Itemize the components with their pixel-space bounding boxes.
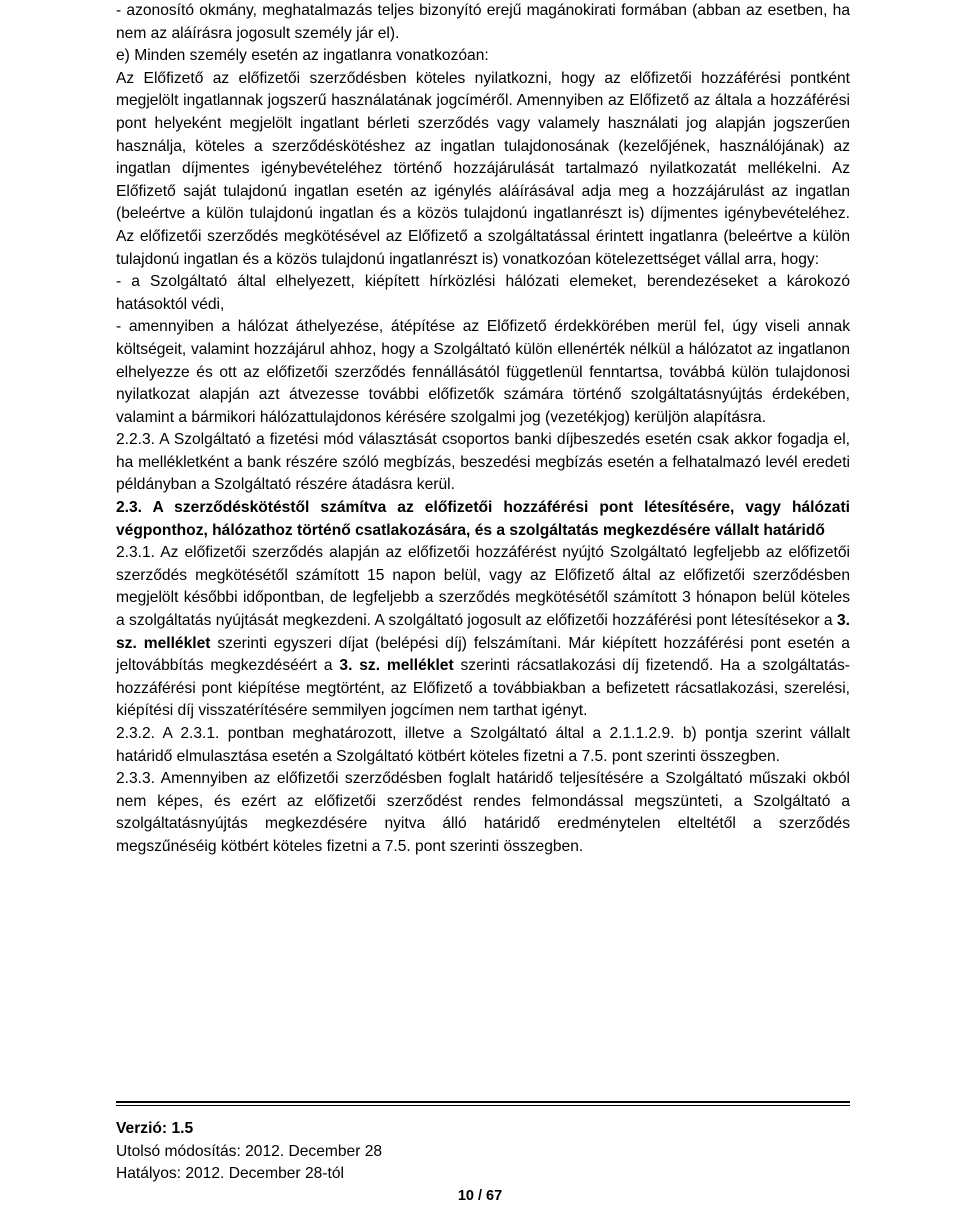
- paragraph-2-3-3: 2.3.3. Amennyiben az előfizetői szerződésben foglalt határidő teljesítésére a Szolgáltató műszaki okból nem képes, és ezért az előfizetői szerződést rendes felmondással megszünteti, a Szolgáltató a szolgáltatásnyújtás megkezdésére nyitva álló határidő eredménytelen elteltétől a szerződés megszűnéséig kötbért köteles fizetni a 7.5. pont szerinti összegben.: [116, 770, 850, 855]
- section-heading-2-3: 2.3. A szerződéskötéstől számítva az előfizetői hozzáférési pont létesítésére, vagy hálózati végponthoz, hálózathoz történő csatlakozására, és a szolgáltatás megkezdésére vállalt határidő: [116, 499, 850, 539]
- paragraph-obligation-relocation: - amennyiben a hálózat áthelyezése, átépítése az Előfizető érdekkörében merül fel, úgy viseli annak költségeit, valamint hozzájárul ahhoz, hogy a Szolgáltató külön ellenérték nélkül a hálózatot az ingatlanon elhelyezze és ott az előfizetői szerződés fennállásától függetlenül fenntartsa, továbbá külön tulajdonosi nyilatkozat alapján azt átvezesse további előfizetők számára történő szolgáltatásnyújtás érdekében, valamint a bármikori hálózattulajdonos kérésére szolgalmi jog (vezetékjog) kerüljön alapításra.: [116, 318, 850, 426]
- paragraph-2-3-1: [116, 542, 850, 723]
- footer-divider-thick: [116, 1101, 850, 1103]
- footer-last-modified: Utolsó módosítás: 2012. December 28: [116, 1142, 383, 1160]
- paragraph-2-2-3: 2.2.3. A Szolgáltató a fizetési mód választását csoportos banki díjbeszedés esetén csak akkor fogadja el, ha mellékletként a bank részére szóló megbízás, beszedési megbízás esetén a felhatalmazó levél eredeti példányban a Szolgáltató részére átadásra kerül.: [116, 431, 850, 494]
- footer-version: Verzió: 1.5: [116, 1120, 194, 1137]
- paragraph-2-3-2: 2.3.2. A 2.3.1. pontban meghatározott, illetve a Szolgáltató által a 2.1.1.2.9. b) pontja szerint vállalt határidő elmulasztása esetén a Szolgáltató kötbért köteles fizetni a 7.5. pont szerinti összegben.: [116, 725, 850, 765]
- paragraph-2-3-1-text-b: szerinti egyszeri díjat (belépési díj) felszámítani. Már kiépített hozzáférési pont esetén a jeltovábbítás megkezdéséért a: [116, 634, 850, 675]
- page-footer: [116, 1118, 382, 1186]
- annex-reference-1: 3. sz. melléklet: [116, 612, 850, 652]
- paragraph-obligation-protect: - a Szolgáltató által elhelyezett, kiépített hírközlési hálózati elemeket, berendezéseket a károkozó hatásoktól védi,: [116, 273, 850, 313]
- page-body: [116, 0, 850, 859]
- page-number: 10 / 67: [457, 1188, 503, 1204]
- paragraph-2-3-1-text-a: 2.3.1. Az előfizetői szerződés alapján az előfizetői hozzáférést nyújtó Szolgáltató legfeljebb az előfizetői szerződés megkötésétől számított 15 napon belül, vagy az Előfizető által az előfizetői szerződésben megjelölt későbbi időpontban, de legfeljebb a szerződés megkötésétől számított 3 hónapon belül köteles a szolgáltatás nyújtását megkezdeni. A szolgáltató jogosult az előfizetői hozzáférési pont létesítésekor a: [116, 544, 850, 630]
- annex-reference-2: 3. sz. melléklet: [339, 657, 454, 675]
- footer-divider-thin: [116, 1105, 850, 1106]
- paragraph-2-3-1-text-c: szerinti rácsatlakozási díj fizetendő. Ha a szolgáltatás-hozzáférési pont kiépítése megtörtént, az Előfizető a továbbiakban a befizetett rácsatlakozási, szerelési, kiépítési díj visszatérítésére semmilyen jogcímen nem tarthat igényt.: [116, 657, 850, 720]
- paragraph-property-declaration: Az Előfizető az előfizetői szerződésben köteles nyilatkozni, hogy az előfizetői hozzáférési pontként megjelölt ingatlannak jogszerű használatának jogcíméről. Amennyiben az Előfizető az általa a hozzáférési pont helyeként megjelölt ingatlant bérleti szerződés vagy valamely használati jog alapján jogszerűen használja, köteles a szerződéskötéshez az ingatlan tulajdonosának (kezelőjének, használójának) az ingatlan díjmentes igénybevételéhez történő hozzájárulását tartalmazó nyilatkozatát mellékelni. Az Előfizető saját tulajdonú ingatlan esetén az igénylés aláírásával adja meg a hozzájárulást az ingatlan (beleértve a külön tulajdonú ingatlan és a közös tulajdonú ingatlanrészt is) díjmentes igénybevételéhez. Az előfizetői szerződés megkötésével az Előfizető a szolgáltatással érintett ingatlanra (beleértve a külön tulajdonú ingatlan és a közös tulajdonú ingatlanrészt is) vonatkozóan kötelezettséget vállal arra, hogy:: [116, 69, 850, 268]
- paragraph-property-intro: e) Minden személy esetén az ingatlanra vonatkozóan:: [116, 47, 489, 65]
- footer-effective-date: Hatályos: 2012. December 28-tól: [116, 1165, 344, 1183]
- paragraph-id-document: - azonosító okmány, meghatalmazás teljes bizonyító erejű magánokirati formában (abban az esetben, ha nem az aláírásra jogosult személy jár el).: [116, 2, 850, 42]
